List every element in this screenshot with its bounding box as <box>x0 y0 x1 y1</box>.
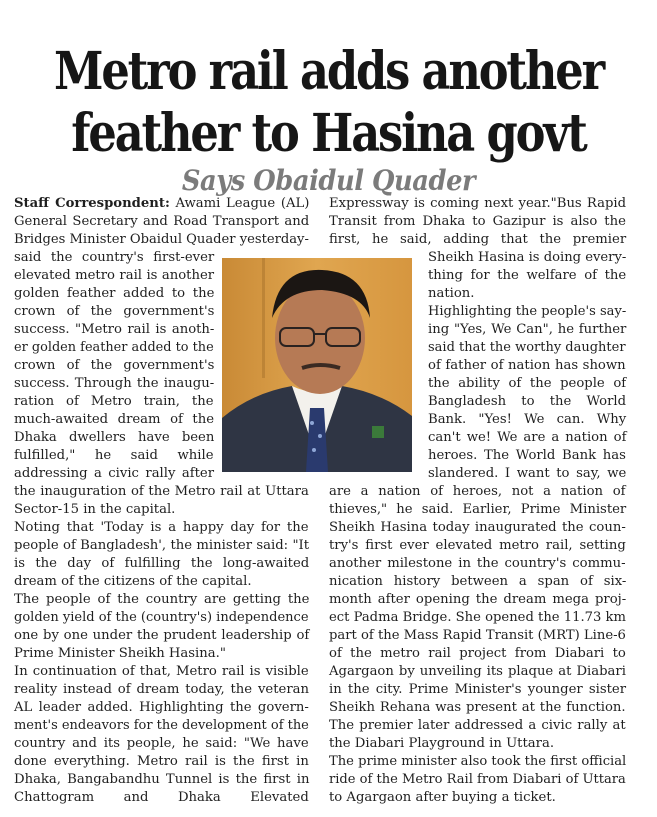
text-line: reality instead of dream today, the veteran <box>14 682 309 697</box>
text-line: Bank. "Yes! We can. Why <box>428 412 627 427</box>
text-line: ect Padma Bridge. She opened the 11.73 km <box>329 610 626 625</box>
text-line: is the day of fulfilling the long-awaited <box>14 556 310 571</box>
text-line: first, he said, adding that the premier <box>329 232 627 247</box>
text-line: people of Bangladesh', the minister said: "It <box>14 538 310 553</box>
text-line: success. "Metro rail is anoth- <box>14 322 215 337</box>
text-line: Sheikh Hasina is doing every- <box>428 250 627 265</box>
subheadline: Says Obaidul Quader <box>181 164 476 198</box>
text-line: ment's endeavors for the development of the <box>14 718 309 733</box>
text-line: AL leader added. Highlighting the govern- <box>14 700 309 715</box>
text-line: ride of the Metro Rail from Diabari of Uttara <box>329 772 626 787</box>
text-fragment: Awami League (AL) <box>169 196 310 211</box>
text-line: another milestone in the country's commu- <box>329 556 626 571</box>
text-line: Dhaka, Bangabandhu Tunnel is the first in <box>14 772 310 787</box>
text-line: the Diabari Playground in Uttara. <box>329 736 555 751</box>
text-line: slandered. I want to say, we <box>428 466 627 481</box>
text-line: of the metro rail project from Diabari to <box>329 646 626 661</box>
text-line: Noting that 'Today is a happy day for the <box>14 520 309 535</box>
right-column <box>329 195 626 807</box>
text-line: Sheikh Hasina today inaugurated the coun- <box>329 520 626 535</box>
text-line: Prime Minister Sheikh Hasina." <box>14 646 226 661</box>
headline-line: feather to Hasina govt <box>71 102 586 164</box>
text-line: to Agargaon after buying a ticket. <box>329 790 556 805</box>
text-line: ing "Yes, We Can", he further <box>428 322 627 337</box>
text-line: addressing a civic rally after <box>14 466 215 481</box>
text-line: of father of nation has shown <box>428 358 626 373</box>
text-line: The people of the country are getting the <box>14 592 310 607</box>
text-line: done everything. Metro rail is the first in <box>14 754 309 769</box>
text-line: fulfilled," he said while <box>14 448 214 463</box>
text-line: nication history between a span of six- <box>329 574 627 589</box>
text-line: nation. <box>428 286 475 301</box>
text-line: Expressway is coming next year."Bus Rapid <box>329 196 627 211</box>
left-column <box>14 195 309 807</box>
text-line: General Secretary and Road Transport and <box>14 214 310 229</box>
text-line: country and its people, he said: "We have <box>14 736 309 751</box>
text-line: elevated metro rail is another <box>14 268 215 283</box>
text-line: part of the Mass Rapid Transit (MRT) Line-6 <box>329 628 626 643</box>
text-line: golden feather added to the <box>14 286 215 301</box>
text-line: the inauguration of the Metro rail at Uttara <box>14 484 309 499</box>
text-line: The premier later addressed a civic rally at <box>329 718 626 733</box>
text-line: ration of Metro train, the <box>14 394 214 409</box>
text-line: In continuation of that, Metro rail is visible <box>14 664 309 679</box>
text-line: said that the worthy daughter <box>428 340 626 355</box>
text-line: can't we! We are a nation of <box>428 430 627 445</box>
text-line: golden yield of the (country's) independence <box>14 610 309 625</box>
text-line: Dhaka dwellers have been <box>14 430 215 445</box>
text-line: much-awaited dream of the <box>14 412 215 427</box>
text-line: Highlighting the people's say- <box>428 304 627 319</box>
headline-line: Metro rail adds another <box>54 40 603 102</box>
text-line: crown of the government's <box>14 358 215 373</box>
text-line: The prime minister also took the first official <box>329 754 627 769</box>
text-line <box>14 195 309 213</box>
text-line: Chattogram and Dhaka Elevated <box>14 790 309 805</box>
text-line: crown of the government's <box>14 304 215 319</box>
text-line: one by one under the prudent leadership of <box>14 628 310 643</box>
text-line: try's first ever elevated metro rail, setting <box>329 538 626 553</box>
text-line: in the city. Prime Minister's younger sister <box>329 682 627 697</box>
byline: Staff Correspondent: <box>14 196 170 211</box>
text-line: said the country's first-ever <box>14 250 215 265</box>
text-line: Sheikh Rehana was present at the function. <box>329 700 626 715</box>
text-line: are a nation of heroes, not a nation of <box>329 484 626 499</box>
text-line: er golden feather added to the <box>14 340 214 355</box>
text-line: the ability of the people of <box>428 376 627 391</box>
text-line: Transit from Dhaka to Gazipur is also the <box>329 214 626 229</box>
text-line: dream of the citizens of the capital. <box>14 574 252 589</box>
text-line: Bangladesh to the World <box>428 394 627 409</box>
text-line: Agargaon by unveiling its plaque at Diabari <box>329 664 626 679</box>
text-line: month after opening the dream mega proj- <box>329 592 627 607</box>
text-line: Sector-15 in the capital. <box>14 502 176 517</box>
headline <box>46 41 611 165</box>
text-line: Bridges Minister Obaidul Quader yesterday- <box>14 232 309 247</box>
text-line: heroes. The World Bank has <box>428 448 626 463</box>
text-line: thieves," he said. Earlier, Prime Minister <box>329 502 627 517</box>
text-line: success. Through the inaugu- <box>14 376 215 391</box>
text-line: thing for the welfare of the <box>428 268 627 283</box>
